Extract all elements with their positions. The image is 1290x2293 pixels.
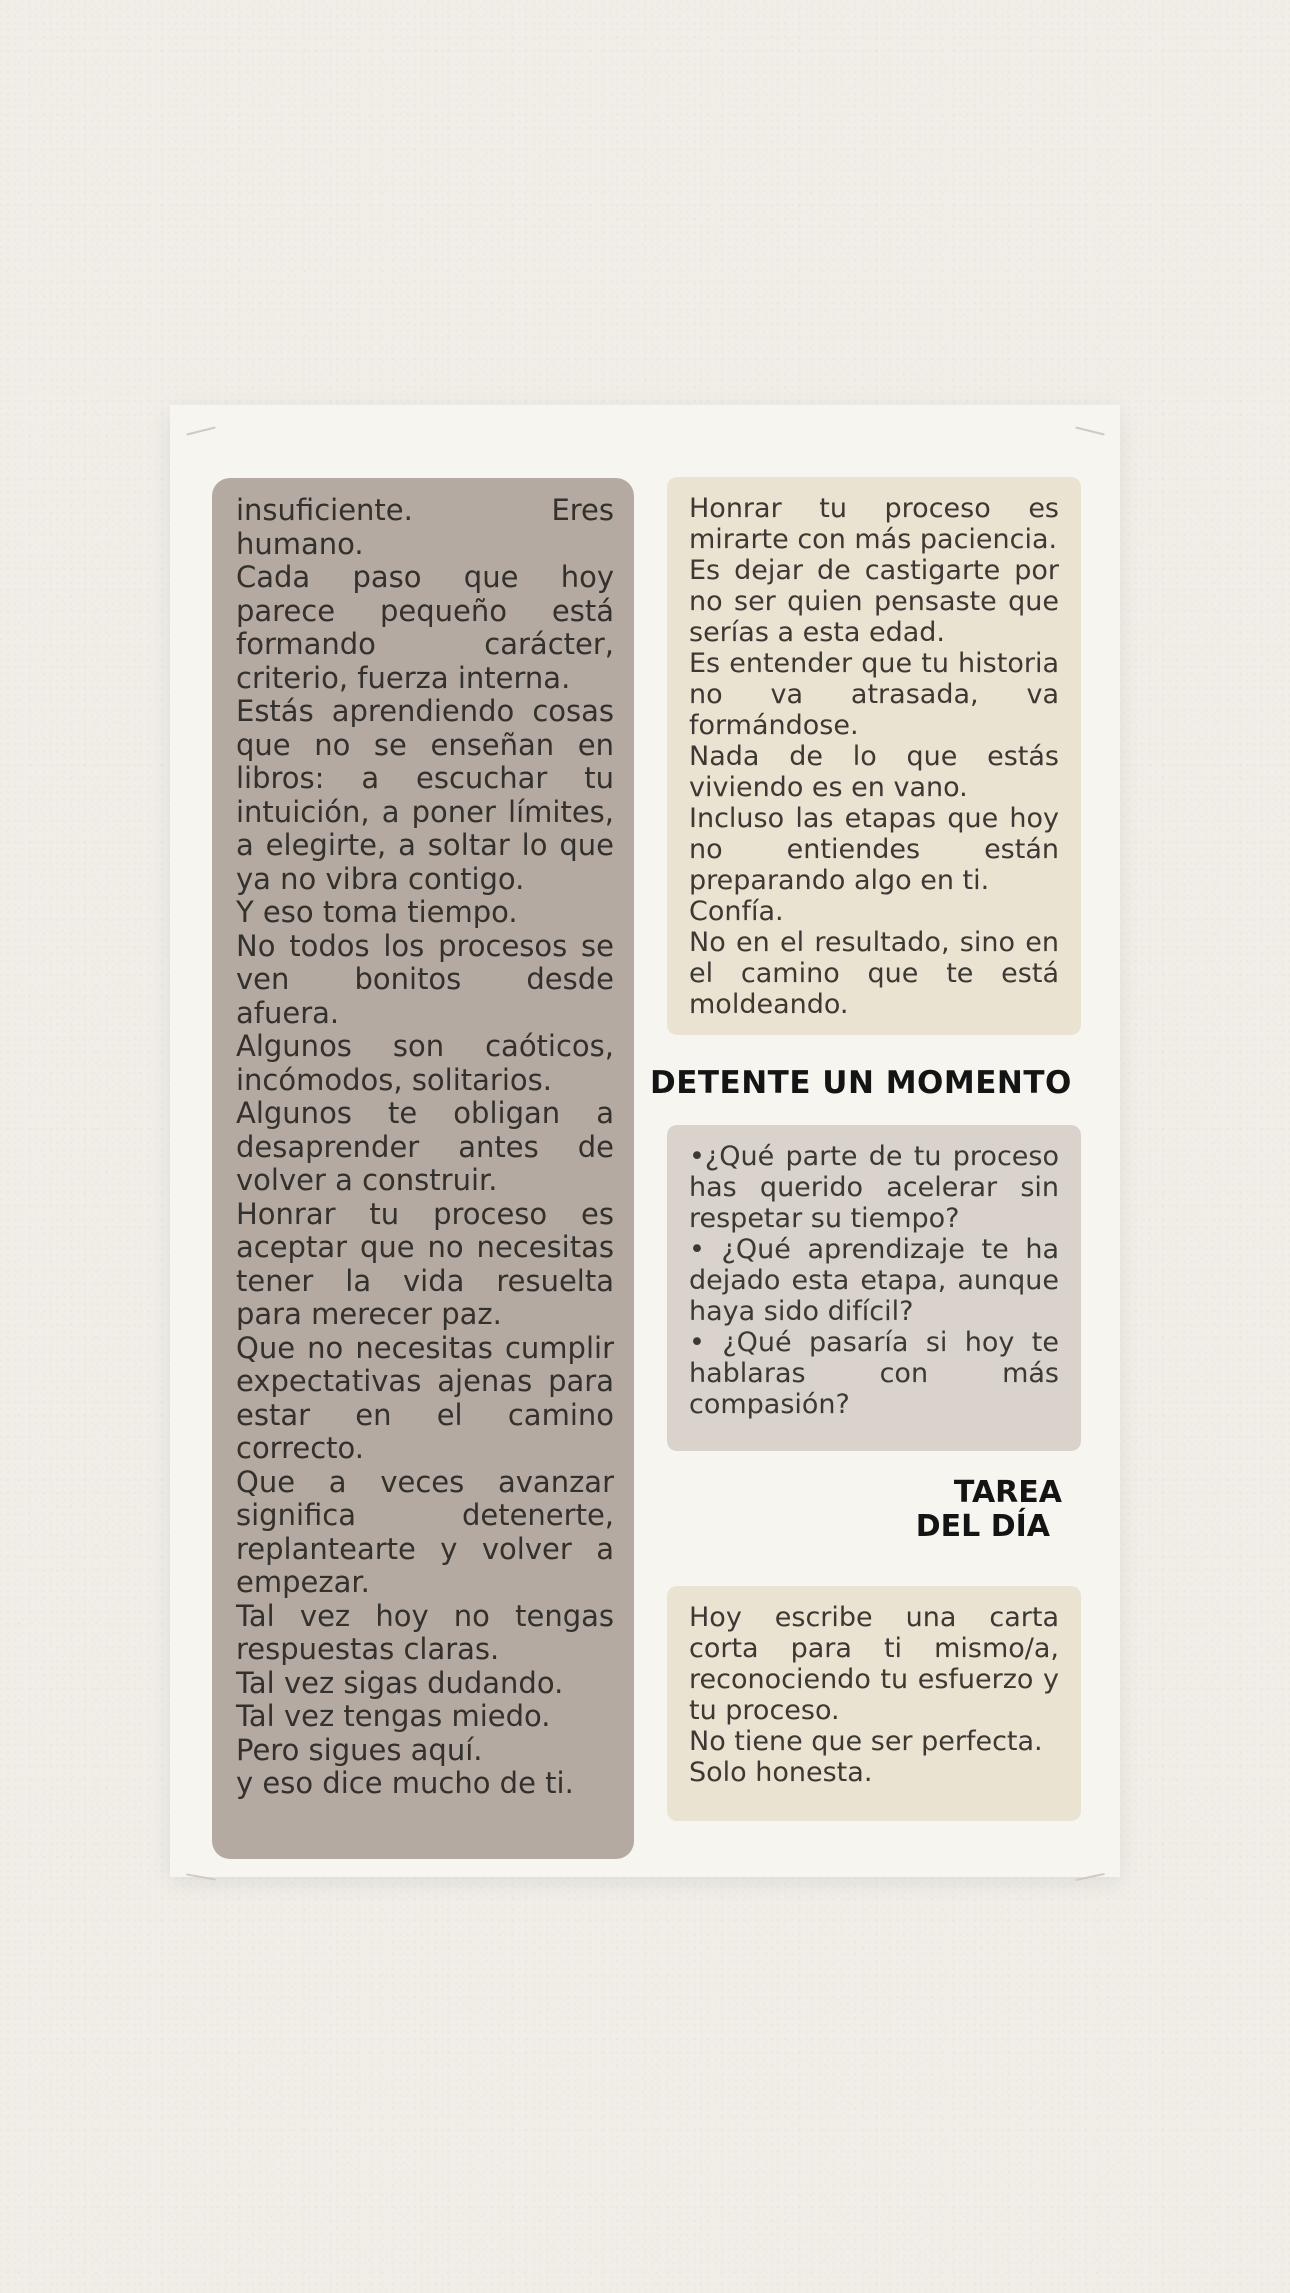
task-heading-line: DEL DÍA — [915, 1509, 1050, 1544]
process-paragraph: Nada de lo que estás viviendo es en vano. — [689, 741, 1059, 803]
task-paragraph: No tiene que ser perfecta. — [689, 1726, 1043, 1757]
process-paragraph: Confía. — [689, 896, 784, 927]
task-paragraph: Solo honesta. — [689, 1757, 873, 1788]
reflection-paragraph: Que no necesitas cumplir expectativas ajenas para estar en el camino correcto. — [236, 1330, 614, 1465]
reflection-paragraph: Algunos te obligan a desaprender antes de volver a construir. — [236, 1096, 614, 1197]
process-paragraph: Es entender que tu historia no va atrasada, va formándose. — [689, 648, 1059, 741]
task-paragraph: Hoy escribe una carta corta para ti mismo/a, reconociendo tu esfuerzo y tu proceso. — [689, 1602, 1059, 1726]
reflection-paragraph: Tal vez sigas dudando. — [236, 1665, 564, 1700]
process-paragraph: Es dejar de castigarte por no ser quien pensaste que serías a esta edad. — [689, 555, 1059, 648]
process-card — [667, 477, 1081, 1035]
reflection-paragraph: Que a veces avanzar significa detenerte, replantearte y volver a empezar. — [236, 1464, 614, 1599]
reflection-card — [212, 478, 634, 1859]
question-item: • ¿Qué aprendizaje te ha dejado esta etapa, aunque haya sido difícil? — [689, 1234, 1059, 1327]
question-item: •¿Qué parte de tu proceso has querido acelerar sin respetar su tiempo? — [689, 1141, 1059, 1234]
task-heading-line: TAREA — [953, 1475, 1062, 1510]
reflection-paragraph: Y eso toma tiempo. — [236, 895, 518, 929]
process-paragraph: Incluso las etapas que hoy no entiendes están preparando algo en ti. — [689, 803, 1059, 896]
reflection-paragraph: Tal vez hoy no tengas respuestas claras. — [236, 1598, 614, 1666]
reflection-paragraph: Cada paso que hoy parece pequeño está formando carácter, criterio, fuerza interna. — [236, 560, 614, 695]
reflection-paragraph: insuficiente. Eres humano. — [236, 493, 614, 561]
reflection-paragraph: Pero sigues aquí. — [236, 1732, 483, 1767]
process-paragraph: Honrar tu proceso es mirarte con más paciencia. — [689, 493, 1059, 555]
reflection-paragraph: Estás aprendiendo cosas que no se enseñan en libros: a escuchar tu intuición, a poner límites, a elegirte, a soltar lo que ya no vibra contigo. — [236, 694, 614, 896]
reflection-paragraph: y eso dice mucho de ti. — [236, 1766, 574, 1800]
task-heading — [850, 1476, 1062, 1544]
reflection-paragraph: Honrar tu proceso es aceptar que no necesitas tener la vida resuelta para merecer paz. — [236, 1196, 614, 1331]
reflection-paragraph: Algunos son caóticos, incómodos, solitarios. — [236, 1029, 614, 1097]
process-paragraph: No en el resultado, sino en el camino que te está moldeando. — [689, 927, 1059, 1020]
question-item: • ¿Qué pasaría si hoy te hablaras con más compasión? — [689, 1327, 1059, 1420]
questions-card — [667, 1125, 1081, 1451]
pause-heading: DETENTE UN MOMENTO — [650, 1065, 1072, 1101]
task-card — [667, 1586, 1081, 1821]
reflection-paragraph: No todos los procesos se ven bonitos desde afuera. — [236, 928, 614, 1030]
reflection-paragraph: Tal vez tengas miedo. — [236, 1699, 551, 1733]
